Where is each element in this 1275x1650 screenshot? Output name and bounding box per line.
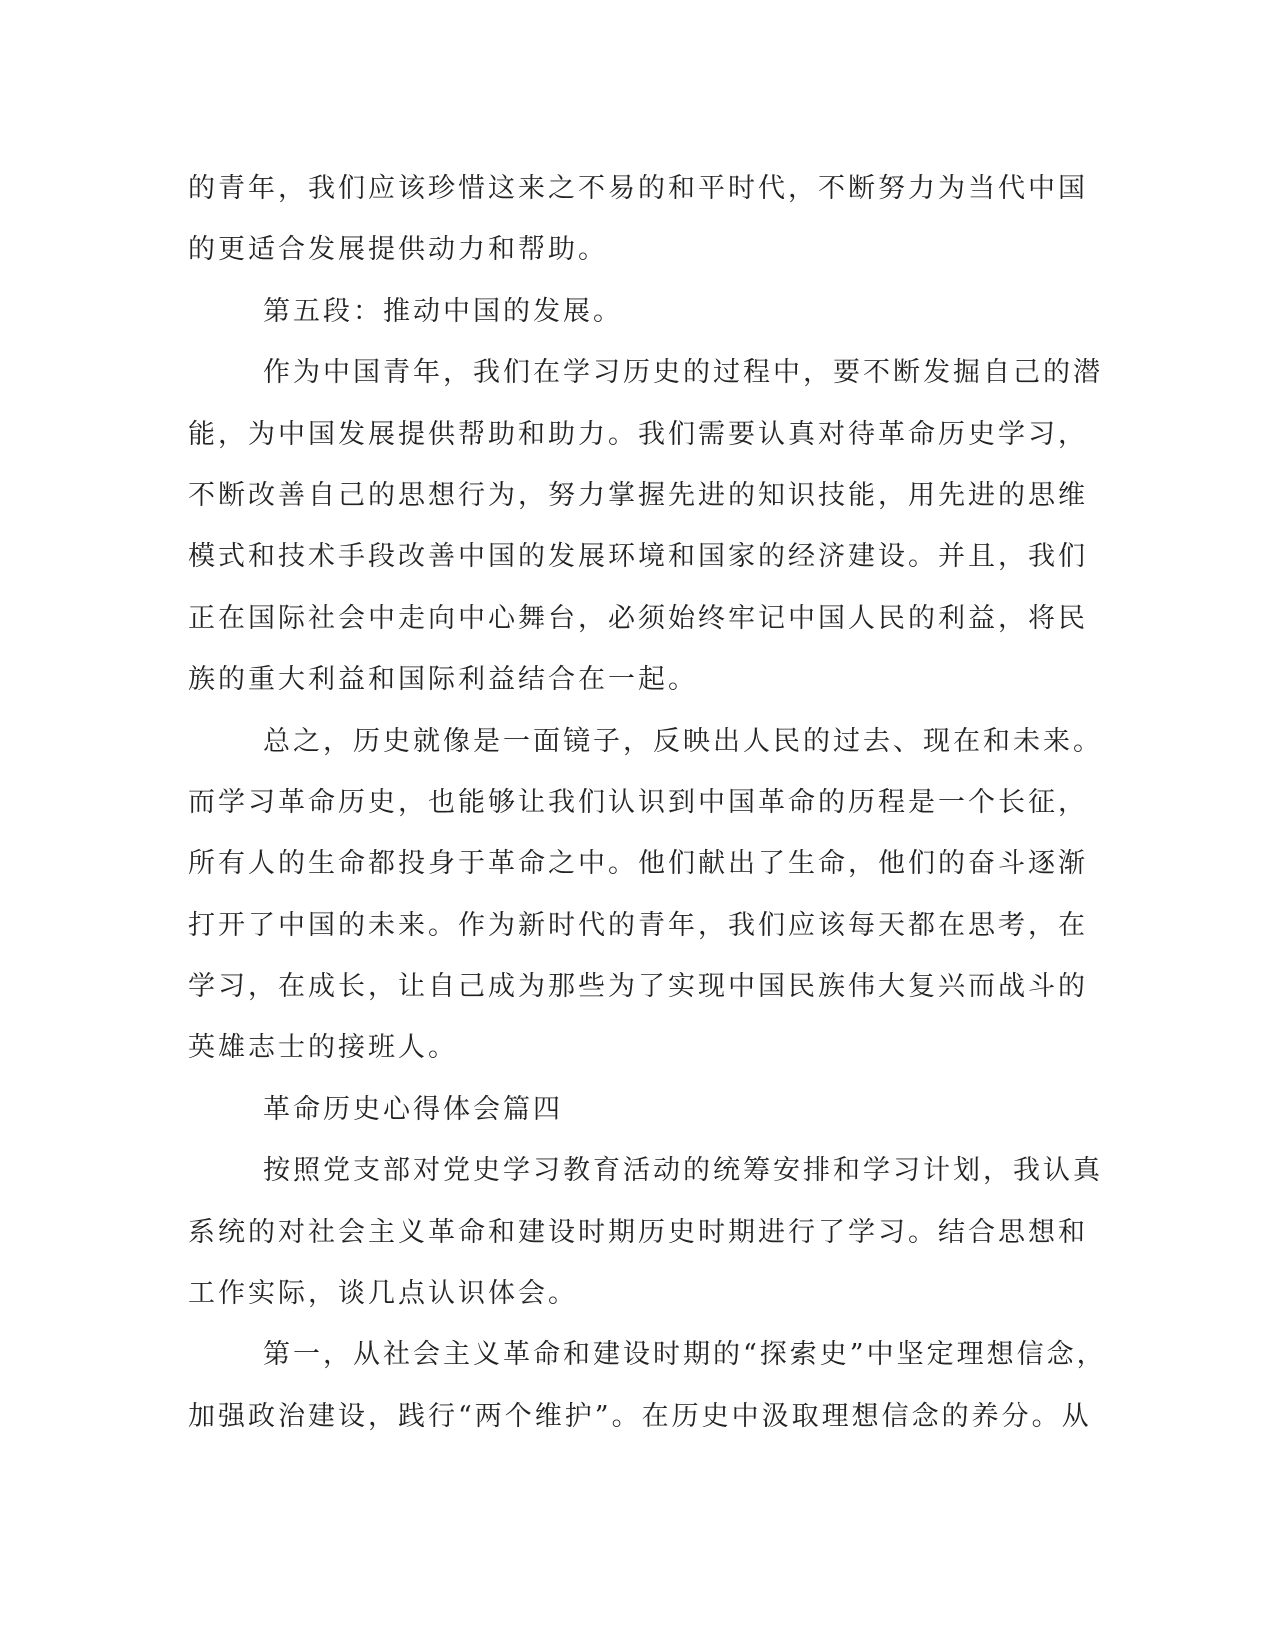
text-line: 能，为中国发展提供帮助和助力。我们需要认真对待革命历史学习， <box>188 418 1088 450</box>
text-line: 正在国际社会中走向中心舞台，必须始终牢记中国人民的利益，将民 <box>188 602 1088 634</box>
text-line: 不断改善自己的思想行为，努力掌握先进的知识技能，用先进的思维 <box>188 479 1088 511</box>
text-line: 第一，从社会主义革命和建设时期的“探索史”中坚定理想信念， <box>263 1339 1107 1371</box>
text-line: 英雄志士的接班人。 <box>188 1032 458 1064</box>
text-line: 模式和技术手段改善中国的发展环境和国家的经济建设。并且，我们 <box>188 541 1088 573</box>
document-body <box>188 158 1107 1447</box>
section-heading: 第五段：推动中国的发展。 <box>263 295 623 327</box>
text-line: 总之，历史就像是一面镜子，反映出人民的过去、现在和未来。 <box>263 725 1103 757</box>
text-line: 而学习革命历史，也能够让我们认识到中国革命的历程是一个长征， <box>188 786 1088 818</box>
text-line: 学习，在成长，让自己成为那些为了实现中国民族伟大复兴而战斗的 <box>188 971 1088 1003</box>
article-heading: 革命历史心得体会篇四 <box>263 1093 563 1125</box>
text-line: 族的重大利益和国际利益结合在一起。 <box>188 664 698 696</box>
text-line: 的青年，我们应该珍惜这来之不易的和平时代，不断努力为当代中国 <box>188 173 1088 204</box>
text-line: 按照党支部对党史学习教育活动的统筹安排和学习计划，我认真 <box>263 1155 1103 1187</box>
text-line: 打开了中国的未来。作为新时代的青年，我们应该每天都在思考，在 <box>188 909 1088 941</box>
text-line: 所有人的生命都投身于革命之中。他们献出了生命，他们的奋斗逐渐 <box>188 848 1088 880</box>
text-line: 加强政治建设，践行“两个维护”。在历史中汲取理想信念的养分。从 <box>188 1400 1092 1432</box>
text-line: 工作实际，谈几点认识体会。 <box>188 1278 578 1310</box>
text-line: 系统的对社会主义革命和建设时期历史时期进行了学习。结合思想和 <box>188 1216 1088 1248</box>
text-line: 的更适合发展提供动力和帮助。 <box>188 234 608 266</box>
text-line: 作为中国青年，我们在学习历史的过程中，要不断发掘自己的潜 <box>263 357 1103 389</box>
